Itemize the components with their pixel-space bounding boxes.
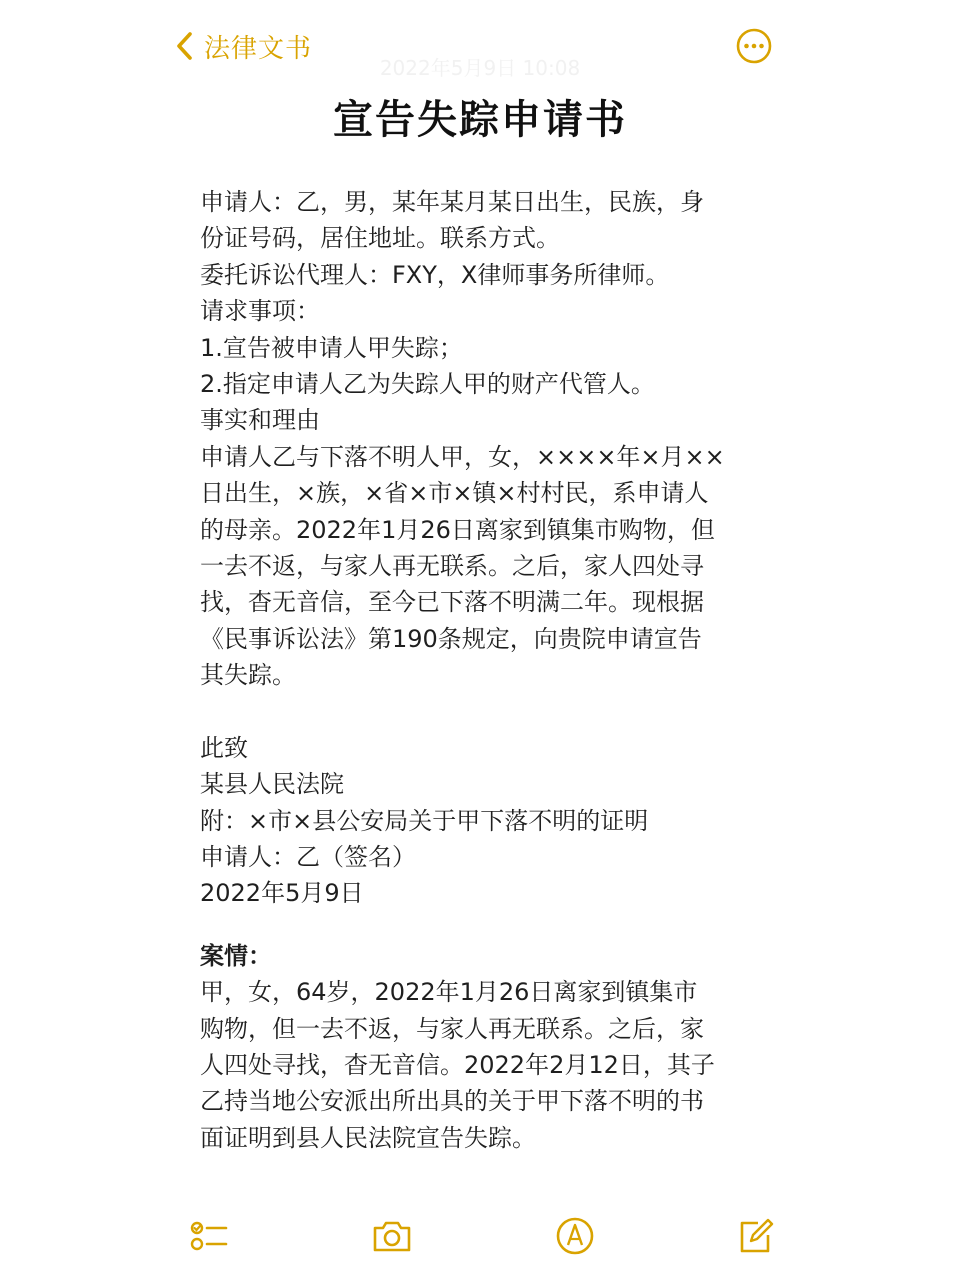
note-timestamp: 2022年5月9日 10:08 [379, 56, 581, 80]
spacer [200, 912, 760, 938]
case-line: 购物，但一去不返，与家人再无联系。之后，家 [200, 1014, 704, 1043]
checklist-icon[interactable] [188, 1214, 232, 1258]
body-line: 的母亲。2022年1月26日离家到镇集市购物，但 [200, 515, 715, 544]
closing-line: 2022年5月9日 [200, 879, 364, 908]
closing-line: 申请人：乙（签名） [200, 842, 416, 871]
body-line: 1.宣告被申请人甲失踪； [200, 333, 463, 362]
case-line: 乙持当地公安派出所出具的关于甲下落不明的书 [200, 1087, 704, 1116]
body-line: 份证号码，居住地址。联系方式。 [200, 224, 560, 253]
body-line: 其失踪。 [200, 661, 296, 690]
case-line: 甲，女，64岁，2022年1月26日离家到镇集市 [200, 978, 698, 1007]
closing-line: 附：×市×县公安局关于甲下落不明的证明 [200, 806, 649, 835]
case-line: 面证明到县人民法院宣告失踪。 [200, 1123, 536, 1152]
body-line: 《民事诉讼法》第190条规定，向贵院申请宣告 [200, 624, 702, 653]
case-heading: 案情： [200, 941, 272, 970]
body-line: 2.指定申请人乙为失踪人甲的财产代管人。 [200, 370, 655, 399]
body-line: 请求事项： [200, 297, 320, 326]
body-line: 事实和理由 [200, 406, 320, 435]
body-line: 申请人乙与下落不明人甲，女，××××年×月×× [200, 442, 725, 471]
body-line: 委托诉讼代理人：FXY，X律师事务所律师。 [200, 260, 670, 289]
case-line: 人四处寻找，杳无音信。2022年2月12日，其子 [200, 1050, 715, 1079]
markup-pen-icon[interactable] [553, 1214, 597, 1258]
note-body[interactable] [200, 184, 760, 1156]
note-title[interactable]: 宣告失踪申请书 [333, 97, 627, 143]
camera-icon[interactable] [370, 1214, 414, 1258]
bottom-toolbar [0, 1210, 960, 1280]
body-line: 一去不返，与家人再无联系。之后，家人四处寻 [200, 552, 704, 581]
closing-line: 此致 [200, 733, 248, 762]
body-line: 申请人：乙，男，某年某月某日出生，民族，身 [200, 188, 704, 216]
compose-icon[interactable] [733, 1214, 777, 1258]
spacer [200, 694, 760, 730]
closing-line: 某县人民法院 [200, 770, 344, 799]
body-line: 日出生，×族，×省×市×镇×村村民，系申请人 [200, 479, 709, 508]
back-label: 法律文书 [204, 33, 313, 64]
body-line: 找，杳无音信，至今已下落不明满二年。现根据 [200, 588, 704, 617]
